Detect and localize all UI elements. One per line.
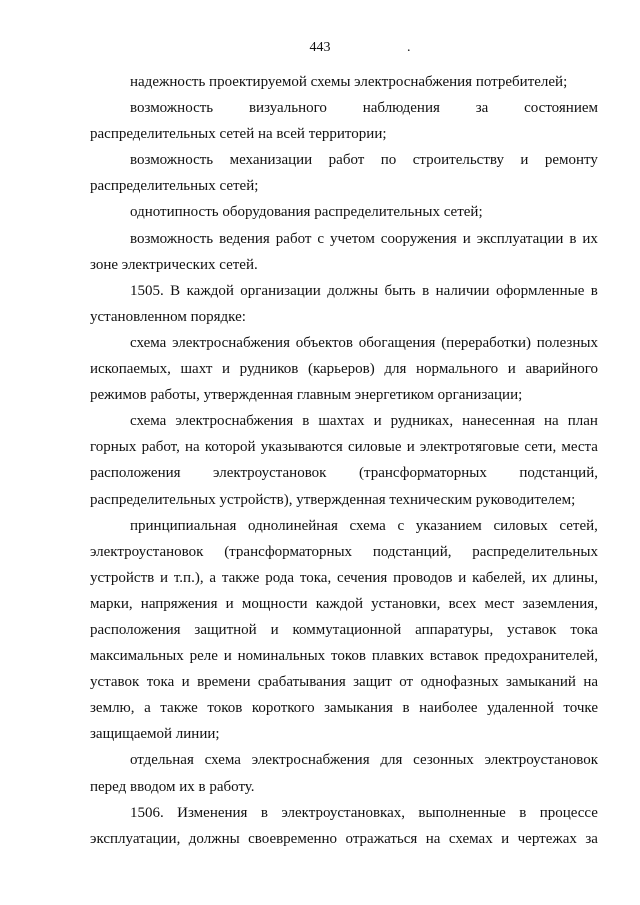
text-line — [90, 226, 598, 252]
text-line — [90, 747, 598, 773]
text-segment: в — [422, 282, 430, 299]
text-segment: тока — [570, 621, 598, 638]
text-segment: длины, — [552, 569, 598, 586]
text-segment: устройств — [90, 569, 155, 586]
text-segment: перед вводом их в работу. — [90, 778, 255, 795]
text-segment: марки, — [90, 595, 133, 612]
text-segment: нормального — [416, 361, 499, 378]
text-line — [90, 356, 598, 382]
text-segment: указываются — [260, 439, 343, 456]
text-line — [90, 330, 598, 356]
text-segment: работ — [275, 230, 312, 247]
text-segment: процессе — [539, 804, 598, 821]
text-segment: и — [222, 361, 231, 378]
text-segment: силовых — [493, 517, 548, 534]
text-segment: нанесенная — [462, 413, 536, 430]
text-segment: оформленные — [495, 282, 585, 299]
text-segment: срабатывания — [257, 674, 346, 691]
text-line — [90, 278, 598, 304]
text-segment: в — [302, 413, 310, 430]
text-segment: тока — [146, 674, 175, 691]
text-segment: указанием — [415, 517, 482, 534]
text-segment: однолинейная — [248, 517, 338, 534]
text-segment: и — [458, 569, 467, 586]
text-segment: и — [160, 569, 169, 586]
text-segment: предохранителей, — [484, 648, 598, 665]
text-segment: ремонту — [544, 152, 598, 169]
text-segment: сетей, — [559, 517, 598, 534]
text-line — [90, 617, 598, 643]
text-segment: электроустановок — [90, 543, 204, 560]
text-line — [90, 460, 598, 486]
text-segment: электроустановок — [213, 465, 327, 482]
text-segment: подстанций, — [519, 465, 598, 482]
text-segment: и — [223, 648, 232, 665]
text-segment: электроснабжения — [172, 334, 290, 351]
text-segment: реле — [189, 648, 218, 665]
text-segment: их — [582, 230, 598, 247]
text-line — [90, 304, 598, 330]
text-segment: и — [462, 230, 471, 247]
text-segment: возможность — [130, 152, 214, 169]
text-segment: для — [384, 361, 407, 378]
text-segment: учетом — [330, 230, 375, 247]
text-segment: электроустановок — [484, 752, 598, 769]
text-segment: проводов — [393, 569, 453, 586]
text-segment: вставок — [429, 648, 479, 665]
text-segment: в — [569, 230, 577, 247]
text-line — [90, 774, 598, 800]
text-segment: и — [406, 439, 415, 456]
text-segment: своевременно — [248, 830, 338, 847]
text-segment: шахт — [180, 361, 213, 378]
text-segment: мест — [484, 595, 515, 612]
text-segment: заземления, — [522, 595, 598, 612]
text-segment: и — [373, 413, 382, 430]
text-segment: расположения — [90, 621, 181, 638]
text-segment: распределительных сетей; — [90, 178, 259, 195]
text-segment: зоне электрических сетей. — [90, 256, 258, 273]
text-line — [90, 382, 598, 408]
text-line — [90, 826, 598, 852]
text-segment: возможность — [130, 230, 214, 247]
text-line — [90, 199, 598, 225]
text-segment: времени — [197, 674, 251, 691]
text-segment: распределительных — [472, 543, 598, 560]
text-segment: в — [260, 804, 268, 821]
text-segment: короткого — [251, 700, 315, 717]
document-body — [90, 69, 598, 852]
text-segment: места — [561, 439, 598, 456]
text-segment: коммутационной — [292, 621, 402, 638]
text-segment: состоянием — [524, 100, 598, 117]
text-segment: рудников — [239, 361, 299, 378]
text-line — [90, 721, 598, 747]
text-segment: схема — [130, 334, 167, 351]
text-segment: рода — [265, 569, 295, 586]
text-segment: обогащения — [358, 334, 436, 351]
text-segment: удаленной — [487, 700, 554, 717]
text-segment: (карьеров) — [307, 361, 375, 378]
text-segment: замыкания — [324, 700, 393, 717]
text-segment: механизации — [229, 152, 313, 169]
text-line — [90, 173, 598, 199]
text-line — [90, 408, 598, 434]
text-segment: мощности — [241, 595, 308, 612]
text-line — [90, 800, 598, 826]
text-line — [90, 121, 598, 147]
text-segment: строительству — [412, 152, 504, 169]
text-segment: схема — [204, 752, 241, 769]
text-segment: защищаемой линии; — [90, 726, 220, 743]
text-segment: электроснабжения — [175, 413, 294, 430]
text-segment: номинальных — [237, 648, 326, 665]
text-segment: план — [567, 413, 598, 430]
text-segment: расположения — [90, 465, 181, 482]
text-line — [90, 95, 598, 121]
text-segment: и — [225, 595, 234, 612]
text-segment: на — [185, 439, 200, 456]
text-segment: эксплуатации — [476, 230, 564, 247]
text-segment: визуального — [248, 100, 327, 117]
text-segment: должны — [188, 830, 240, 847]
text-segment: ведения — [219, 230, 270, 247]
text-segment: и — [507, 361, 516, 378]
text-segment: всех — [448, 595, 477, 612]
text-segment: надежность проектируемой схемы электроснабжения потребителей; — [130, 74, 568, 90]
text-segment: наиболее — [419, 700, 478, 717]
text-segment: распределительных сетей на всей территории; — [90, 126, 387, 143]
text-segment: в — [590, 282, 598, 299]
text-segment: уставок — [90, 674, 140, 691]
text-segment: напряжения — [140, 595, 218, 612]
text-line — [90, 669, 598, 695]
text-segment: (трансформаторных — [358, 465, 487, 482]
text-segment: а — [144, 700, 151, 717]
text-segment: (трансформаторных — [224, 543, 353, 560]
text-line — [90, 252, 598, 278]
text-segment: т.п.), — [173, 569, 204, 586]
text-segment: горных — [90, 439, 137, 456]
text-segment: замыканий — [505, 674, 576, 691]
text-segment: отдельная — [130, 752, 194, 769]
text-line — [90, 565, 598, 591]
text-segment: схема — [349, 517, 386, 534]
text-segment: и — [501, 830, 510, 847]
text-segment: чертежах — [517, 830, 577, 847]
text-segment: работ, — [141, 439, 180, 456]
text-segment: однотипность оборудования распределительных сетей; — [130, 204, 483, 221]
text-segment: наблюдения — [362, 100, 440, 117]
text-segment: подстанций, — [372, 543, 452, 560]
text-segment: принципиальная — [130, 517, 237, 534]
text-segment: и — [520, 152, 529, 169]
text-segment: за — [475, 100, 489, 117]
text-segment: в — [402, 700, 410, 717]
text-segment: 1506. — [130, 804, 164, 821]
text-segment: от — [399, 674, 414, 691]
text-segment: аппаратуры, — [415, 621, 494, 638]
text-line — [90, 539, 598, 565]
text-segment: защитной — [194, 621, 257, 638]
text-segment: сооружения — [380, 230, 457, 247]
text-segment: должны — [327, 282, 379, 299]
text-segment: силовые — [348, 439, 402, 456]
text-line — [90, 513, 598, 539]
text-segment: защит — [353, 674, 392, 691]
text-segment: ископаемых, — [90, 361, 171, 378]
text-segment: схема — [130, 413, 167, 430]
text-segment: полезных — [536, 334, 598, 351]
text-segment: на — [583, 674, 598, 691]
text-segment: наличии — [435, 282, 490, 299]
text-segment: с — [317, 230, 325, 247]
text-segment: сети, — [524, 439, 557, 456]
text-segment: на — [544, 413, 559, 430]
text-segment: также — [221, 569, 260, 586]
text-segment: и — [181, 674, 190, 691]
text-segment: электроснабжения — [251, 752, 370, 769]
text-segment: организации — [240, 282, 321, 299]
text-segment: точке — [563, 700, 598, 717]
text-segment: каждой — [186, 282, 234, 299]
page-mark: . — [407, 40, 411, 55]
text-segment: с — [397, 517, 405, 534]
text-segment: на — [425, 830, 441, 847]
text-segment: аварийного — [525, 361, 598, 378]
text-segment: которой — [204, 439, 256, 456]
text-segment: режимов работы, утвержденная главным энергетиком организации; — [90, 387, 523, 404]
text-segment: для — [380, 752, 403, 769]
text-segment: распределительных устройств), утвержденная техническим руководителем; — [90, 491, 576, 508]
text-segment: максимальных — [90, 648, 184, 665]
text-segment: отражаться — [345, 830, 418, 847]
text-segment: тока, — [299, 569, 332, 586]
text-line — [90, 69, 598, 95]
text-segment: (переработки) — [441, 334, 531, 351]
text-segment: установленном порядке: — [90, 308, 246, 325]
text-line — [90, 643, 598, 669]
text-segment: 1505. — [130, 282, 164, 299]
text-segment: за — [585, 830, 598, 847]
text-segment: шахтах — [318, 413, 365, 430]
text-segment: рудниках, — [390, 413, 454, 430]
text-segment: выполненные — [418, 804, 506, 821]
text-segment: однофазных — [420, 674, 499, 691]
text-segment: кабелей, — [472, 569, 526, 586]
text-segment: эксплуатации, — [90, 830, 181, 847]
text-segment: возможность — [130, 100, 214, 117]
text-segment: а — [209, 569, 217, 586]
text-segment: сезонных — [413, 752, 474, 769]
text-segment: схемах — [448, 830, 493, 847]
text-segment: и — [270, 621, 279, 638]
text-segment: также — [160, 700, 198, 717]
text-segment: установки, — [371, 595, 441, 612]
text-segment: объектов — [295, 334, 353, 351]
text-segment: электроустановках, — [281, 804, 406, 821]
text-segment: в — [519, 804, 527, 821]
text-segment: землю, — [90, 700, 135, 717]
text-segment: токов — [207, 700, 243, 717]
text-segment: их — [531, 569, 548, 586]
text-segment: токов — [331, 648, 366, 665]
text-segment: каждой — [315, 595, 363, 612]
text-line — [90, 591, 598, 617]
text-segment: В — [170, 282, 181, 299]
text-segment: уставок — [507, 621, 557, 638]
page-number: 443 — [309, 40, 331, 55]
text-line — [90, 487, 598, 513]
text-segment: Изменения — [177, 804, 248, 821]
text-segment: быть — [384, 282, 416, 299]
text-line — [90, 147, 598, 173]
text-segment: сечения — [337, 569, 388, 586]
text-segment: плавких — [371, 648, 424, 665]
text-line — [90, 434, 598, 460]
text-line — [90, 695, 598, 721]
text-segment: работ — [328, 152, 365, 169]
text-segment: по — [380, 152, 397, 169]
text-segment: электротяговые — [419, 439, 520, 456]
